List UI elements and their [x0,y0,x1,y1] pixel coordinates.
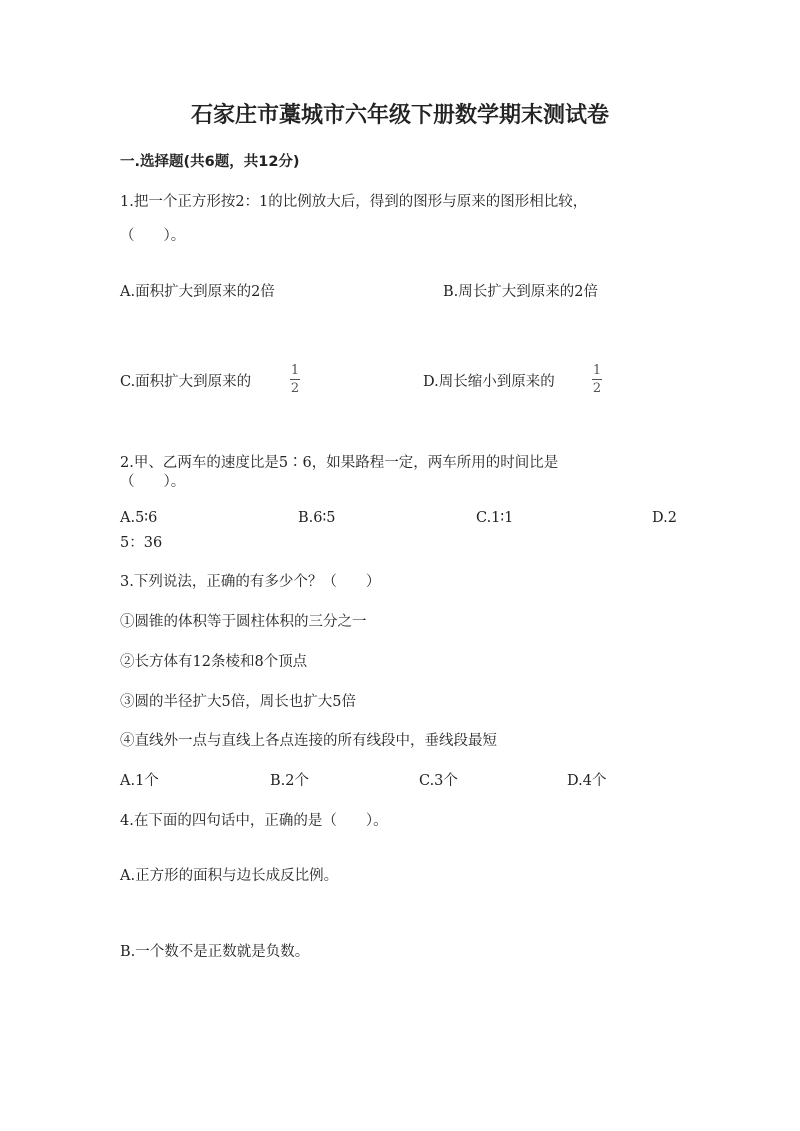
q4-option-b[interactable]: B.一个数不是正数就是负数。 [120,944,310,960]
q2-option-c[interactable]: C.1∶1 [476,510,514,526]
q3-statement-4: ④直线外一点与直线上各点连接的所有线段中，垂线段最短 [120,733,497,749]
q2-option-d[interactable]: D.2 [652,510,677,526]
fraction-numerator: 1 [290,363,300,378]
q1-option-d-text: D.周长缩小到原来的 [423,374,555,390]
q4-option-a[interactable]: A.正方形的面积与边长成反比例。 [120,868,339,884]
fraction-denominator: 2 [290,381,300,396]
q2-stem-line1: 2.甲、乙两车的速度比是5∶6，如果路程一定，两车所用的时间比是 [120,455,559,471]
q3-statement-3: ③圆的半径扩大5倍，周长也扩大5倍 [120,694,356,710]
q2-option-a[interactable]: A.5∶6 [120,510,158,526]
section-heading: 一.选择题(共6题，共12分) [120,154,300,170]
q3-option-d[interactable]: D.4个 [567,773,607,789]
q3-option-c[interactable]: C.3个 [419,773,458,789]
q3-option-a[interactable]: A.1个 [120,773,159,789]
q3-option-b[interactable]: B.2个 [270,773,309,789]
q1-stem-line2: （ ）。 [120,228,186,244]
q1-option-c[interactable] [120,370,251,391]
q2-option-b[interactable]: B.6∶5 [298,510,336,526]
q3-stem: 3.下列说法，正确的有多少个？（ ） [120,574,381,590]
q1-option-c-fraction [290,364,300,395]
q3-statement-1: ①圆锥的体积等于圆柱体积的三分之一 [120,614,367,630]
q4-stem: 4.在下面的四句话中，正确的是（ ）。 [120,813,388,829]
q3-statement-2: ②长方体有12条棱和8个顶点 [120,654,308,670]
q1-option-c-text: C.面积扩大到原来的 [120,374,252,390]
q1-option-a[interactable]: A.面积扩大到原来的2倍 [120,284,275,300]
fraction-numerator: 1 [592,363,602,378]
fraction-bar [592,379,602,380]
q2-option-d-continued: 5：36 [120,535,163,551]
fraction-bar [290,379,300,380]
q1-option-d-fraction [592,364,602,395]
fraction-denominator: 2 [592,381,602,396]
q1-option-b[interactable]: B.周长扩大到原来的2倍 [443,284,598,300]
q1-stem-line1: 1.把一个正方形按2：1的比例放大后，得到的图形与原来的图形相比较， [120,194,588,210]
q2-stem-line2: （ ）。 [120,474,186,490]
q1-option-d[interactable] [423,370,555,391]
page-title: 石家庄市藁城市六年级下册数学期末测试卷 [190,103,609,128]
